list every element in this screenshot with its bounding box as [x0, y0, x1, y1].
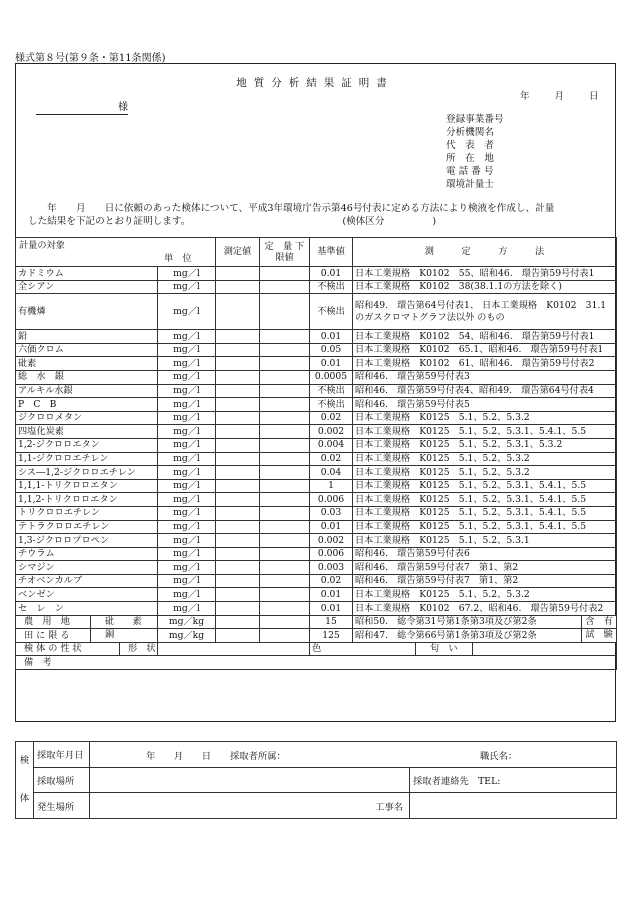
properties-label: 検 体 の 性 状 — [24, 643, 82, 655]
substance-name: セ レ ン — [16, 602, 158, 616]
quant-limit-field[interactable] — [260, 561, 310, 575]
quant-limit-field[interactable] — [260, 343, 310, 357]
unit-cell: mg／l — [158, 357, 216, 371]
method-cell: 日本工業規格 K0125 5.1、5.2、5.3.2 — [353, 466, 617, 480]
substance-name: 有機燐 — [16, 294, 158, 330]
unit-cell: mg／l — [158, 466, 216, 480]
quant-limit-field[interactable] — [260, 466, 310, 480]
measured-value-field[interactable] — [216, 343, 260, 357]
issuer-field: 環境計量士 — [446, 179, 494, 190]
method-cell: 日本工業規格 K0125 5.1、5.2、5.3.1 — [353, 534, 617, 548]
method-cell: 日本工業規格 K0102 67.2、昭和46. 環告第59号付表2 — [353, 602, 617, 616]
unit-cell: mg／kg — [158, 615, 216, 629]
table-row — [16, 588, 617, 602]
shape-field[interactable] — [158, 642, 310, 656]
substance-name: P C B — [16, 398, 158, 412]
standard-value: 0.01 — [310, 588, 353, 602]
substance-name: 1,1-ジクロロエチレン — [16, 452, 158, 466]
work-name-field[interactable] — [410, 793, 617, 819]
measured-value-field[interactable] — [216, 452, 260, 466]
measurement-table — [15, 237, 617, 670]
issuer-field: 登録事業番号 — [446, 114, 504, 125]
substance-name: テトラクロロエチレン — [16, 520, 158, 534]
substance-name: トリクロロエチレン — [16, 506, 158, 520]
measured-value-field[interactable] — [216, 520, 260, 534]
standard-value: 0.004 — [310, 438, 353, 452]
table-row — [16, 398, 617, 412]
quant-limit-field[interactable] — [260, 398, 310, 412]
issuer-field: 所 在 地 — [446, 153, 494, 164]
quant-limit-field[interactable] — [260, 280, 310, 294]
measured-value-field[interactable] — [216, 384, 260, 398]
issuer-field: 分析機関名 — [446, 127, 494, 138]
measured-value-field[interactable] — [216, 493, 260, 507]
collector-name-label: 職氏名： — [480, 751, 518, 762]
measured-value-field[interactable] — [216, 411, 260, 425]
measured-value-field[interactable] — [216, 267, 260, 281]
issuer-block — [446, 113, 504, 191]
substance-name: 四塩化炭素 — [16, 425, 158, 439]
origin-place-field[interactable] — [90, 793, 410, 819]
standard-value: 不検出 — [310, 398, 353, 412]
unit-cell: mg／l — [158, 384, 216, 398]
standard-value: 不検出 — [310, 384, 353, 398]
sample-row-place — [16, 767, 617, 793]
measured-value-field[interactable] — [216, 629, 260, 643]
substance-name: 鉛 — [16, 330, 158, 344]
farmland-label-text: 田 に 限 る — [24, 629, 70, 641]
measured-value-field[interactable] — [216, 574, 260, 588]
collect-date-value: 年 月 日 — [146, 751, 212, 762]
document-title: 地質分析結果証明書 — [236, 77, 394, 89]
header-target: 計量の対象 — [19, 240, 65, 251]
unit-cell: mg／l — [158, 547, 216, 561]
issuer-field: 代 表 者 — [446, 140, 494, 151]
measured-value-field[interactable] — [216, 370, 260, 384]
standard-value: 0.01 — [310, 520, 353, 534]
unit-cell: mg／l — [158, 520, 216, 534]
table-row — [16, 294, 617, 330]
substance-name: チウラム — [16, 547, 158, 561]
standard-value: 0.01 — [310, 357, 353, 371]
collect-date-label: 採取年月日 — [34, 742, 90, 768]
standard-value: 0.002 — [310, 425, 353, 439]
content-test-label: 試 験 — [581, 629, 616, 642]
standard-value: 1 — [310, 479, 353, 493]
color-cell — [310, 642, 617, 656]
quant-limit-field[interactable] — [260, 438, 310, 452]
farmland-item-name: 銅 — [90, 629, 114, 642]
measured-value-field[interactable] — [216, 330, 260, 344]
shape-label: 形 状 — [119, 643, 156, 656]
farmland-method: 昭和50. 総令第31号第1条第3項及び第2条 — [355, 616, 537, 628]
substance-name: 1,3-ジクロロプロペン — [16, 534, 158, 548]
quant-limit-field[interactable] — [260, 384, 310, 398]
method-cell: 日本工業規格 K0125 5.1、5.2、5.3.1、5.4.1、5.5 — [353, 506, 617, 520]
table-row — [16, 574, 617, 588]
header-quant-limit: 定 量 下限値 — [260, 238, 310, 267]
farmland-label — [16, 615, 158, 629]
farmland-label-text: 農 用 地 — [24, 616, 70, 628]
method-cell: 日本工業規格 K0125 5.1、5.2、5.3.2 — [353, 411, 617, 425]
table-row — [16, 602, 617, 616]
table-row — [16, 438, 617, 452]
quant-limit-field[interactable] — [260, 506, 310, 520]
measured-value-field[interactable] — [216, 357, 260, 371]
substance-name: 六価クロム — [16, 343, 158, 357]
table-row — [16, 267, 617, 281]
method-cell: 日本工業規格 K0125 5.1、5.2、5.3.2 — [353, 588, 617, 602]
method-cell: 昭和46. 環告第59号付表4、昭和49. 環告第64号付表4 — [353, 384, 617, 398]
standard-value: 0.05 — [310, 343, 353, 357]
issuer-field: 電 話 番 号 — [446, 166, 494, 177]
quant-limit-field[interactable] — [260, 294, 310, 330]
quant-limit-field[interactable] — [260, 425, 310, 439]
farmland-method: 昭和47. 総令第66号第1条第3項及び第2条 — [355, 629, 537, 641]
addressee-suffix: 様 — [118, 102, 128, 113]
table-row — [16, 547, 617, 561]
substance-name: 1,1,2-トリクロロエタン — [16, 493, 158, 507]
method-cell: 日本工業規格 K0102 38(38.1.1の方法を除く) — [353, 280, 617, 294]
table-row — [16, 479, 617, 493]
table-row — [16, 411, 617, 425]
paragraph-line-1: 年 月 日に依頼のあった検体について、平成3年環境庁告示第46号付表に定める方法により検液を作成し、計量 — [28, 203, 555, 214]
odor-label: 匂 い — [415, 643, 473, 656]
standard-value: 0.006 — [310, 547, 353, 561]
method-cell: 昭和46. 環告第59号付表5 — [353, 398, 617, 412]
method-cell: 昭和46. 環告第59号付表3 — [353, 370, 617, 384]
method-cell: 日本工業規格 K0125 5.1、5.2、5.3.2 — [353, 452, 617, 466]
quant-limit-field[interactable] — [260, 452, 310, 466]
method-cell: 日本工業規格 K0125 5.1、5.2、5.3.1、5.4.1、5.5 — [353, 425, 617, 439]
quant-limit-field[interactable] — [260, 411, 310, 425]
collect-date-cell[interactable] — [90, 742, 617, 768]
unit-cell: mg／l — [158, 479, 216, 493]
table-row — [16, 452, 617, 466]
standard-value: 0.02 — [310, 411, 353, 425]
quant-limit-field[interactable] — [260, 615, 310, 629]
collector-affiliation-label: 採取者所属： — [230, 751, 286, 762]
method-cell: 昭和46. 環告第59号付表6 — [353, 547, 617, 561]
table-row — [16, 357, 617, 371]
header-unit: 単 位 — [164, 253, 192, 265]
measured-value-field[interactable] — [216, 280, 260, 294]
unit-cell: mg／l — [158, 267, 216, 281]
table-row — [16, 493, 617, 507]
farmland-row — [16, 615, 617, 629]
header-target-unit — [16, 238, 216, 267]
unit-cell: mg／l — [158, 438, 216, 452]
substance-name: アルキル水銀 — [16, 384, 158, 398]
quant-limit-field[interactable] — [260, 520, 310, 534]
substance-name: カドミウム — [16, 267, 158, 281]
table-row — [16, 466, 617, 480]
quant-limit-field[interactable] — [260, 588, 310, 602]
unit-cell: mg／l — [158, 294, 216, 330]
method-cell: 昭和46. 環告第59号付表7 第1、第2 — [353, 561, 617, 575]
addressee-line — [36, 102, 128, 115]
quant-limit-field[interactable] — [260, 493, 310, 507]
paragraph-line-2: した結果を下記のとおり証明します。 — [28, 215, 191, 227]
unit-cell: mg／l — [158, 561, 216, 575]
measured-value-field[interactable] — [216, 588, 260, 602]
date-month: 月 — [554, 91, 565, 102]
method-cell: 日本工業規格 K0102 55、昭和46. 環告第59号付表1 — [353, 267, 617, 281]
unit-cell: mg／l — [158, 370, 216, 384]
method-cell: 日本工業規格 K0102 61、昭和46. 環告第59号付表2 — [353, 357, 617, 371]
issue-date — [520, 88, 599, 102]
sample-info-table — [15, 741, 617, 819]
table-row — [16, 280, 617, 294]
remarks-row — [16, 656, 617, 670]
header-method: 測 定 方 法 — [353, 238, 617, 267]
unit-cell: mg／l — [158, 398, 216, 412]
date-day: 日 — [589, 91, 599, 102]
sample-category: (検体区分 ) — [342, 215, 437, 227]
unit-cell: mg／l — [158, 452, 216, 466]
work-name-label: 工事名 — [375, 802, 403, 814]
measured-value-field[interactable] — [216, 534, 260, 548]
standard-value: 0.04 — [310, 466, 353, 480]
standard-value: 0.01 — [310, 267, 353, 281]
standard-value: 0.006 — [310, 493, 353, 507]
measured-value-field[interactable] — [216, 425, 260, 439]
standard-value: 0.01 — [310, 330, 353, 344]
unit-cell: mg／l — [158, 493, 216, 507]
measured-value-field[interactable] — [216, 602, 260, 616]
date-year: 年 — [520, 91, 530, 102]
farmland-item-name: 砒 素 — [90, 616, 142, 629]
unit-cell: mg／l — [158, 602, 216, 616]
substance-name: 全シアン — [16, 280, 158, 294]
unit-cell: mg／l — [158, 534, 216, 548]
method-cell: 日本工業規格 K0125 5.1、5.2、5.3.1、5.4.1、5.5 — [353, 493, 617, 507]
measured-value-field[interactable] — [216, 438, 260, 452]
quant-limit-field[interactable] — [260, 357, 310, 371]
substance-name: 1,2-ジクロロエタン — [16, 438, 158, 452]
quant-limit-field[interactable] — [260, 602, 310, 616]
method-cell: 日本工業規格 K0125 5.1、5.2、5.3.1、5.4.1、5.5 — [353, 520, 617, 534]
unit-cell: mg／l — [158, 588, 216, 602]
method-cell: 日本工業規格 K0102 54、昭和46. 環告第59号付表1 — [353, 330, 617, 344]
method-cell: 日本工業規格 K0102 65.1、昭和46. 環告第59号付表1 — [353, 343, 617, 357]
sample-side-top: 検 — [19, 755, 30, 766]
measured-value-field[interactable] — [216, 294, 260, 330]
standard-value: 125 — [310, 629, 353, 643]
standard-value: 0.03 — [310, 506, 353, 520]
substance-name: ベンゼン — [16, 588, 158, 602]
measured-value-field[interactable] — [216, 479, 260, 493]
farmland-row — [16, 629, 617, 643]
standard-value: 0.02 — [310, 452, 353, 466]
unit-cell: mg／l — [158, 411, 216, 425]
substance-name: 総 水 銀 — [16, 370, 158, 384]
table-row — [16, 425, 617, 439]
standard-value: 0.02 — [310, 574, 353, 588]
sample-row-origin — [16, 793, 617, 819]
unit-cell: mg／l — [158, 330, 216, 344]
table-row — [16, 370, 617, 384]
measured-value-field[interactable] — [216, 398, 260, 412]
substance-name: シス―1,2-ジクロロエチレン — [16, 466, 158, 480]
unit-cell: mg／kg — [158, 629, 216, 643]
unit-cell: mg／l — [158, 506, 216, 520]
table-row — [16, 506, 617, 520]
method-cell: 昭和49. 環告第64号付表1、 日本工業規格 K0102 31.1のガスクロマトグラフ法以外 のもの — [353, 294, 617, 330]
remarks-label: 備 考 — [16, 656, 617, 670]
measured-value-field[interactable] — [216, 615, 260, 629]
quant-limit-field[interactable] — [260, 534, 310, 548]
method-cell — [353, 615, 617, 629]
substance-name: ジクロロメタン — [16, 411, 158, 425]
substance-name: チオベンカルブ — [16, 574, 158, 588]
method-cell: 日本工業規格 K0125 5.1、5.2、5.3.1、5.4.1、5.5 — [353, 479, 617, 493]
method-cell — [353, 629, 617, 643]
table-row — [16, 343, 617, 357]
substance-name: 1,1,1-トリクロロエタン — [16, 479, 158, 493]
standard-value: 0.003 — [310, 561, 353, 575]
sample-side-label — [16, 742, 34, 819]
substance-name: シマジン — [16, 561, 158, 575]
table-row — [16, 330, 617, 344]
sample-properties-row — [16, 642, 617, 656]
collect-place-label: 採取場所 — [34, 767, 90, 793]
measured-value-field[interactable] — [216, 506, 260, 520]
quant-limit-field[interactable] — [260, 574, 310, 588]
header-measured: 測定値 — [216, 238, 260, 267]
standard-value: 不検出 — [310, 280, 353, 294]
quant-limit-field[interactable] — [260, 547, 310, 561]
table-row — [16, 534, 617, 548]
method-cell: 日本工業規格 K0125 5.1、5.2、5.3.1、5.3.2 — [353, 438, 617, 452]
quant-limit-field[interactable] — [260, 629, 310, 643]
header-standard: 基準値 — [310, 238, 353, 267]
table-row — [16, 520, 617, 534]
farmland-label — [16, 629, 158, 643]
substance-name: 砒素 — [16, 357, 158, 371]
collector-contact-cell[interactable]: 採取者連絡先 TEL: — [410, 767, 617, 793]
measured-value-field[interactable] — [216, 466, 260, 480]
color-label: 色 — [312, 643, 322, 655]
quant-limit-field[interactable] — [260, 330, 310, 344]
quant-limit-field[interactable] — [260, 370, 310, 384]
unit-cell: mg／l — [158, 574, 216, 588]
table-row — [16, 384, 617, 398]
form-number-label: 様式第８号(第９条・第11条関係) — [15, 53, 166, 64]
standard-value: 0.0005 — [310, 370, 353, 384]
measured-value-field[interactable] — [216, 561, 260, 575]
collect-place-field[interactable] — [90, 767, 410, 793]
measured-value-field[interactable] — [216, 547, 260, 561]
unit-cell: mg／l — [158, 425, 216, 439]
content-test-label: 含 有 — [581, 616, 616, 629]
unit-cell: mg／l — [158, 343, 216, 357]
sample-row-date — [16, 742, 617, 768]
sample-side-bottom: 体 — [19, 793, 30, 804]
quant-limit-field[interactable] — [260, 267, 310, 281]
standard-value: 0.002 — [310, 534, 353, 548]
certification-paragraph — [28, 203, 610, 228]
standard-value: 不検出 — [310, 294, 353, 330]
quant-limit-field[interactable] — [260, 479, 310, 493]
standard-value: 15 — [310, 615, 353, 629]
table-row — [16, 561, 617, 575]
method-cell: 昭和46. 環告第59号付表7 第1、第2 — [353, 574, 617, 588]
standard-value: 0.01 — [310, 602, 353, 616]
table-header-row — [16, 238, 617, 267]
origin-place-label: 発生場所 — [34, 793, 90, 819]
unit-cell: mg／l — [158, 280, 216, 294]
properties-label-cell — [16, 642, 158, 656]
